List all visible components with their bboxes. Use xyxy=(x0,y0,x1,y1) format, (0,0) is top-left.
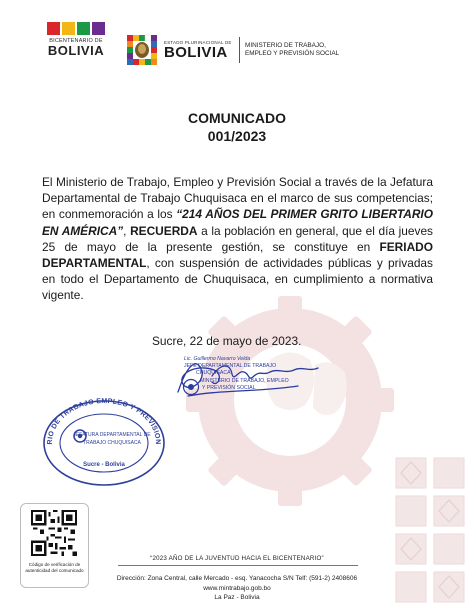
footer-divider xyxy=(118,565,358,566)
estado-caption: ESTADO PLURINACIONAL DE xyxy=(164,40,232,45)
signatory-name: Lic. Guillermo Navarro Velda xyxy=(184,356,251,362)
footer-city: La Paz - Bolivia xyxy=(214,594,260,601)
qr-caption xyxy=(23,562,86,574)
bicentenario-emblem-icon xyxy=(40,22,112,35)
body-text-part-3: a la población en general, que el día jueves 25 de mayo de la presente gestión, se constituye en xyxy=(42,223,434,254)
qr-caption-line-2: autenticidad del comunicado xyxy=(25,568,84,573)
ministry-line-1: MINISTERIO DE TRABAJO, xyxy=(245,42,326,49)
signature-stamp xyxy=(184,356,289,392)
seal-inner-line-2: TRABAJO CHUQUISACA xyxy=(83,440,141,446)
footer-slogan: “2023 AÑO DE LA JUVENTUD HACIA EL BICENTENARIO” xyxy=(150,555,324,562)
estado-plurinacional-logo xyxy=(124,32,236,68)
footer-address: Dirección: Zona Central, calle Mercado - esq. Yanacocha S/N Telf: (591-2) 2408606 xyxy=(116,575,358,582)
header-divider xyxy=(239,37,240,63)
bicentenario-caption: BICENTENARIO DE xyxy=(49,38,103,44)
seal-bottom-text: Sucre - Bolivia xyxy=(83,462,125,468)
footer-website-link[interactable]: www.mintrabajo.gob.bo xyxy=(203,585,271,592)
signatory-department: CHUQUISACA xyxy=(196,370,231,377)
signatory-ministry-2: Y PREVISIÓN SOCIAL xyxy=(202,384,256,391)
seal-ring-text: RIO DE TRABAJO EMPLEO Y PREVISION xyxy=(46,398,162,445)
ministry-header-name xyxy=(245,42,339,58)
estado-wordmark: BOLIVIA xyxy=(164,44,228,61)
feriado-emphasis: FERIADO DEPARTAMENTAL xyxy=(42,239,433,271)
ministry-seal-mini-icon xyxy=(182,378,200,396)
bicentenario-logo xyxy=(40,22,112,68)
announcement-paragraph xyxy=(42,174,433,304)
document-number: 001/2023 xyxy=(207,128,267,144)
body-text-part-4: , con suspensión de actividades públicas y privadas en todo el Departamento de Chuquisaca, en cumplimiento a normativa vigente. xyxy=(42,256,433,303)
recuerda-emphasis: RECUERDA xyxy=(130,223,198,238)
qr-caption-line-1: Código de verificación de xyxy=(28,562,81,567)
body-text-part-1: El Ministerio de Trabajo, Empleo y Previsión Social a través de la Jefatura Departamental de Trabajo Chuquisaca en el marco de sus competencias; en conmemoración a los xyxy=(42,175,433,222)
seal-inner-line-1: JEFATURA DEPARTAMENTAL DE xyxy=(73,432,151,438)
place-and-date: Sucre, 22 de mayo de 2023. xyxy=(152,334,302,348)
official-round-seal xyxy=(40,398,168,488)
document-title: COMUNICADO xyxy=(188,110,286,126)
signatory-ministry-1: MINISTERIO DE TRABAJO, EMPLEO xyxy=(200,377,289,384)
commemoration-emphasis: “214 AÑOS DEL PRIMER GRITO LIBERTARIO EN AMÉRICA” xyxy=(42,207,433,238)
body-text-part-2: , xyxy=(123,223,131,238)
qr-code-icon[interactable] xyxy=(31,510,77,556)
coat-of-arms-icon xyxy=(124,32,160,68)
signatory-position: JEFE DEPARTAMENTAL DE TRABAJO xyxy=(184,363,277,370)
bicentenario-wordmark: BOLIVIA xyxy=(47,43,105,58)
ministry-line-2: EMPLEO Y PREVISIÓN SOCIAL xyxy=(245,50,340,57)
